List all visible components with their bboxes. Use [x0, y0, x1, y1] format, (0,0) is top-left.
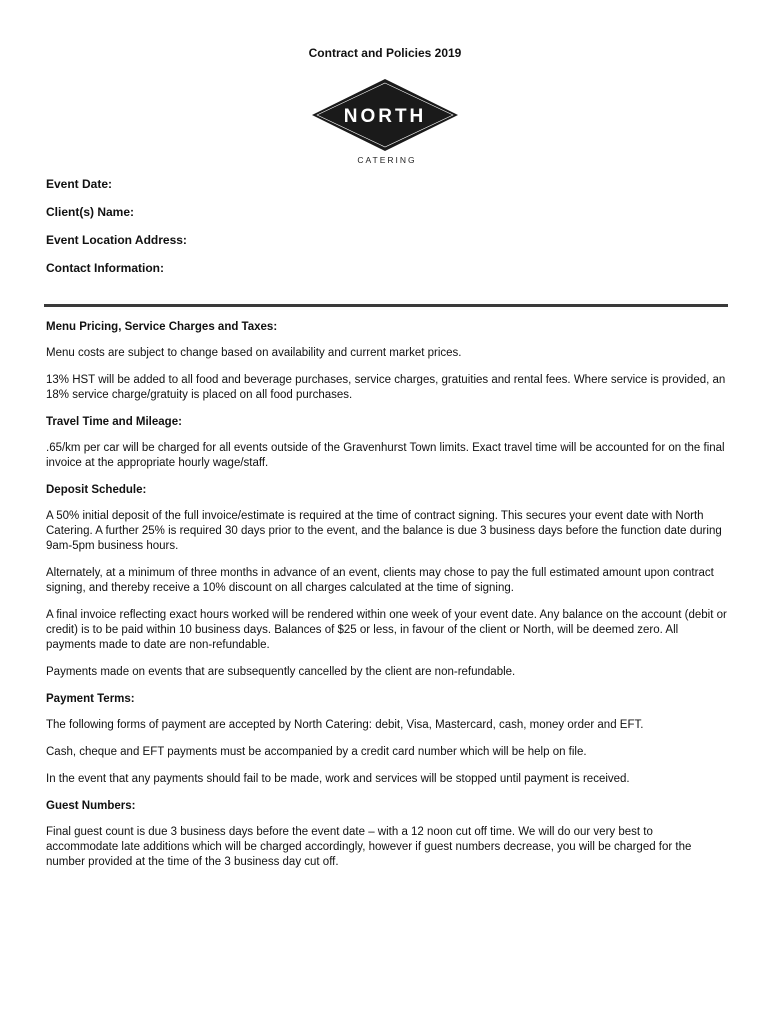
logo-subtitle: CATERING [357, 155, 417, 165]
north-catering-logo [310, 77, 460, 167]
payment-terms-paragraph: The following forms of payment are accepted by North Catering: debit, Visa, Mastercard, cash, money order and EFT. [46, 719, 644, 731]
menu-pricing-paragraph: 13% HST will be added to all food and beverage purchases, service charges, gratuities and rental fees. Where service is provided, an 18% service charge/gratuity is placed on all food purchases. [46, 374, 726, 401]
deposit-paragraph: A final invoice reflecting exact hours worked will be rendered within one week of your event date. Any balance on the account (debit or credit) is to be paid within 10 business days. Balances of $25 or less, in favour of the client or North, will be deemed zero. All payments made to date are non-refundable. [46, 609, 727, 651]
guest-numbers-paragraph: Final guest count is due 3 business days before the event date – with a 12 noon cut off time. We will do our very best to accommodate late additions which will be charged accordingly, however if guest numbers decrease, you will be charged for the number provided at the time of the 3 business day cut off. [46, 826, 692, 868]
deposit-heading: Deposit Schedule: [46, 484, 147, 496]
section-divider [44, 304, 728, 307]
deposit-paragraph: A 50% initial deposit of the full invoice/estimate is required at the time of contract signing. This secures your event date with North Catering. A further 25% is required 30 days prior to the event, and the balance is due 3 business days before the function date during 9am-5pm business hours. [46, 510, 722, 552]
event-date-label: Event Date: [46, 177, 113, 191]
event-location-label: Event Location Address: [46, 233, 187, 247]
travel-heading: Travel Time and Mileage: [46, 416, 182, 428]
payment-terms-heading: Payment Terms: [46, 693, 135, 705]
deposit-paragraph: Alternately, at a minimum of three months in advance of an event, clients may chose to pay the full estimated amount upon contract signing, and thereby receive a 10% discount on all charges calculated at the time of signing. [46, 567, 714, 594]
payment-terms-paragraph: Cash, cheque and EFT payments must be accompanied by a credit card number which will be help on file. [46, 746, 587, 758]
contact-information-label: Contact Information: [46, 261, 164, 275]
policy-content [46, 320, 728, 882]
deposit-paragraph: Payments made on events that are subsequently cancelled by the client are non-refundable. [46, 666, 516, 678]
menu-pricing-paragraph: Menu costs are subject to change based on availability and current market prices. [46, 347, 462, 359]
clients-name-label: Client(s) Name: [46, 205, 135, 219]
travel-paragraph: .65/km per car will be charged for all events outside of the Gravenhurst Town limits. Exact travel time will be accounted for on the final invoice at the appropriate hourly wage/staff. [46, 442, 725, 469]
page-title: Contract and Policies 2019 [308, 46, 462, 60]
guest-numbers-heading: Guest Numbers: [46, 800, 136, 812]
logo-word: NORTH [343, 106, 427, 127]
menu-pricing-heading: Menu Pricing, Service Charges and Taxes: [46, 321, 278, 333]
payment-terms-paragraph: In the event that any payments should fail to be made, work and services will be stopped until payment is received. [46, 773, 630, 785]
